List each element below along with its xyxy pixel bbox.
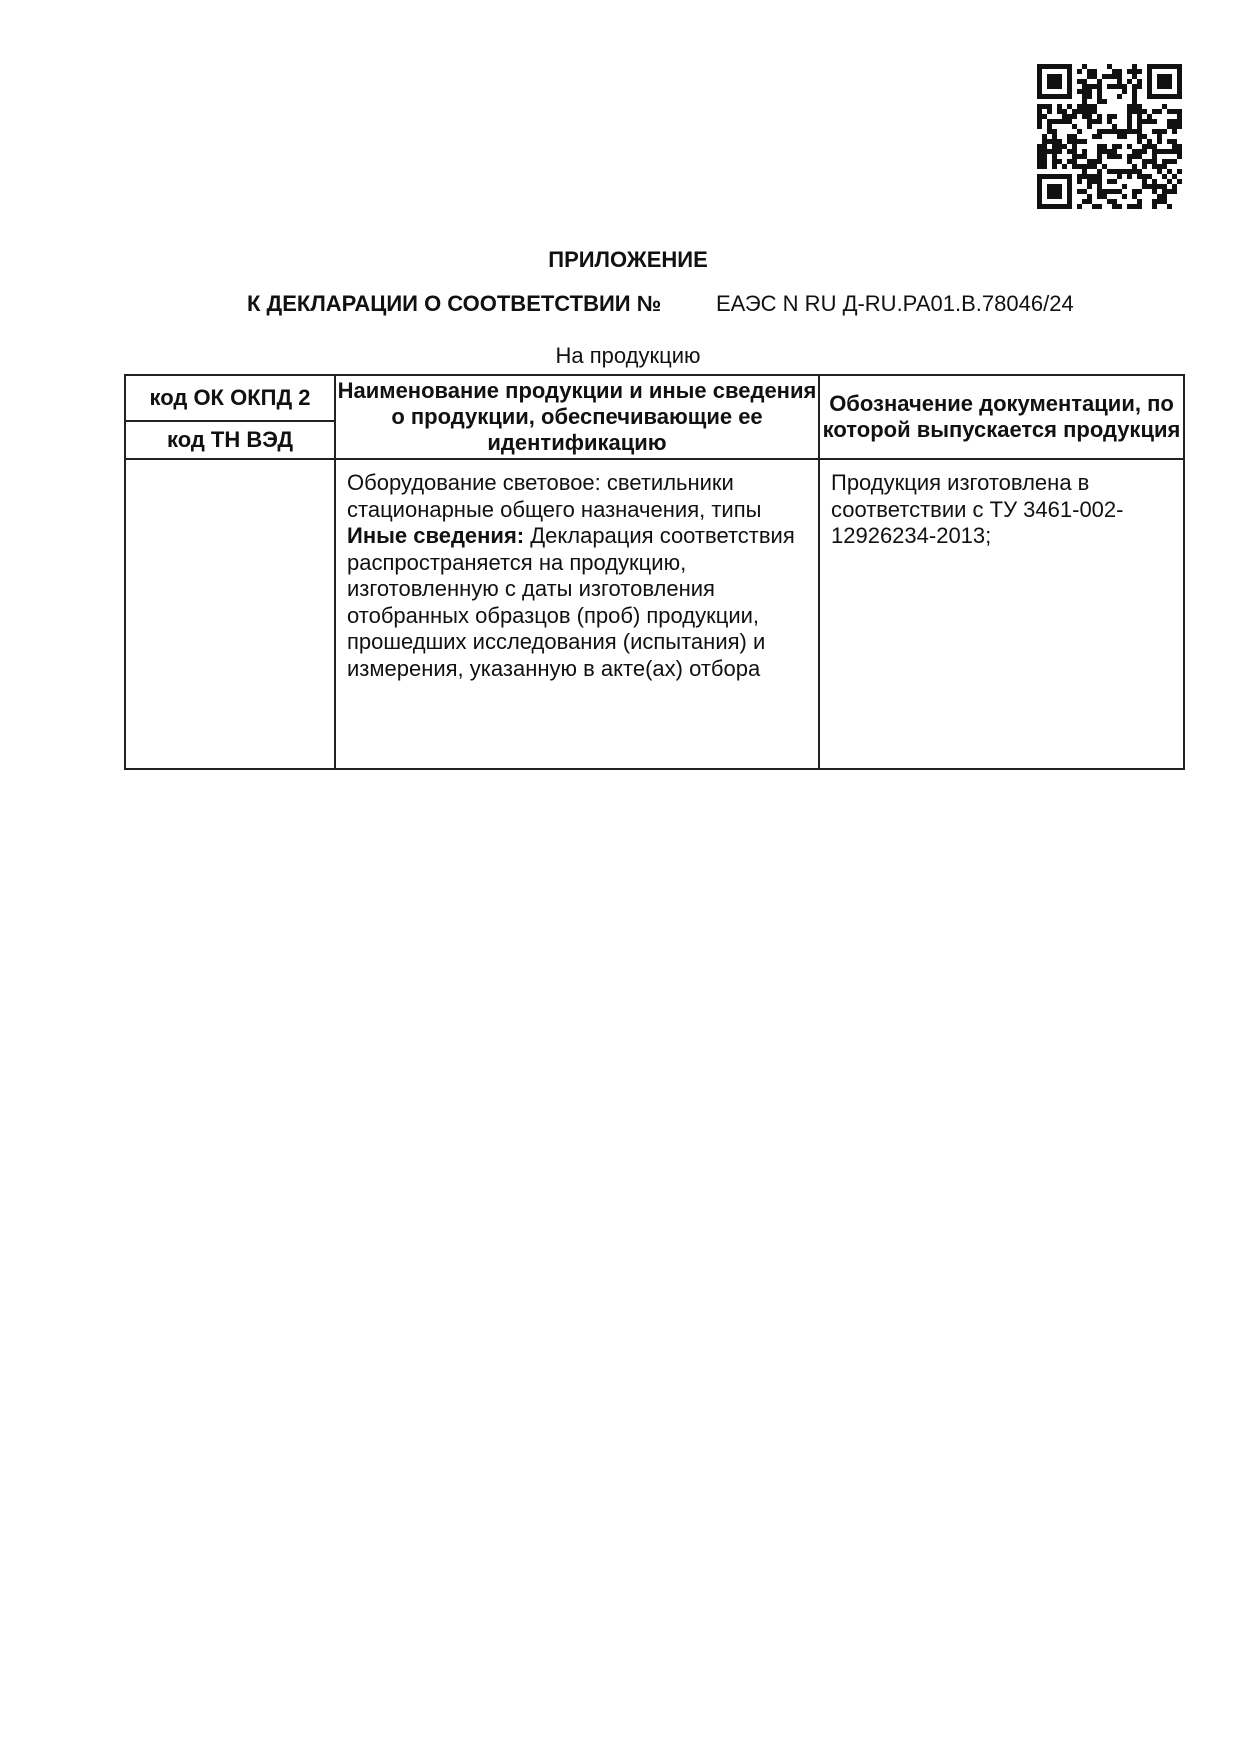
declaration-label: К ДЕКЛАРАЦИИ О СООТВЕТСТВИИ № [247,291,662,316]
other-info-label: Иные сведения: [347,523,525,548]
header-okpd: код ОК ОКПД 2 [125,375,335,421]
other-info-text: Декларация соответствия распространяется на продукцию, изготовленную с даты изготовления отобранных образцов (проб) продукции, прошедших исследования (испытания) и измерения, указанную в акте(ах) отбора [347,523,795,681]
header-documentation: Обозначение документации, по которой выпускается продукция [819,375,1184,459]
table-header-row [125,375,1184,421]
header-product-name: Наименование продукции и иные сведения о продукции, обеспечивающие ее идентификацию [335,375,819,459]
product-table [124,374,1185,770]
product-caption: На продукцию [555,343,701,368]
document-title: ПРИЛОЖЕНИЕ [548,247,708,272]
qr-code [1037,64,1182,209]
cell-code [125,459,335,769]
table-row [125,459,1184,769]
product-name-text: Оборудование световое: светильники стационарные общего назначения, типы [347,470,762,522]
cell-documentation: Продукция изготовлена в соответствии с ТУ 3461-002-12926234-2013; [819,459,1184,769]
declaration-number: ЕАЭС N RU Д-RU.РА01.В.78046/24 [716,291,1074,316]
header-tnved: код ТН ВЭД [125,421,335,459]
cell-product-name [335,459,819,769]
